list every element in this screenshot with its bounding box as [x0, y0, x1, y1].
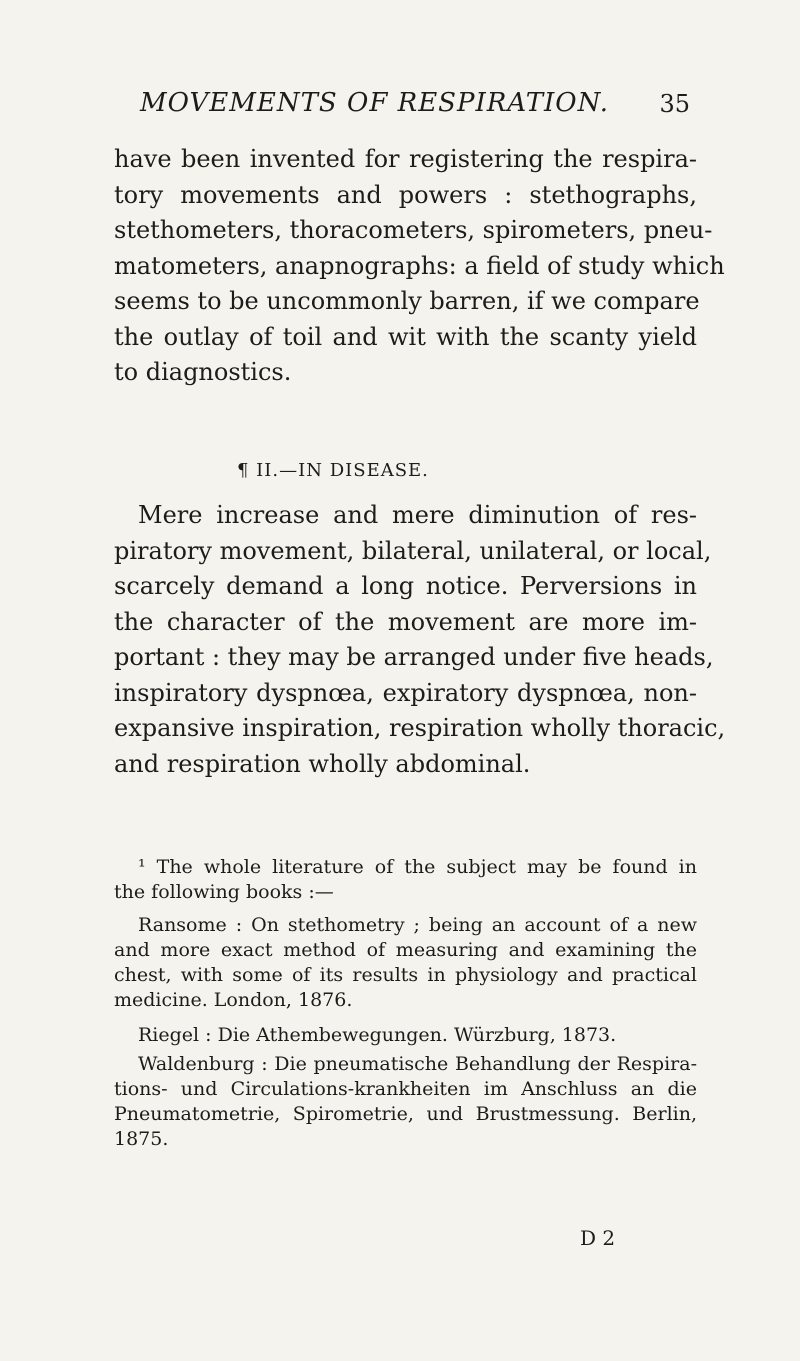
running-title: MOVEMENTS OF RESPIRATION. [140, 88, 609, 118]
footnote-line: Riegel : Die Athembewegungen. Würzburg, 1873. [138, 1024, 617, 1046]
paragraph-1 [114, 142, 725, 391]
paragraph-2 [114, 498, 726, 782]
footnote-line: ¹ The whole literature of the subject may be found in [138, 856, 697, 878]
footnote-line: Pneumatometrie, Spirometrie, und Brustmessung. Berlin, [114, 1103, 697, 1125]
text-line: matometers, anapnographs: a field of study which [114, 251, 725, 280]
footnote-line: medicine. London, 1876. [114, 989, 353, 1011]
text-line: stethometers, thoracometers, spirometers, pneu- [114, 216, 713, 244]
text-line: the character of the movement are more im- [114, 607, 697, 636]
text-line: Mere increase and mere diminution of res- [138, 501, 697, 529]
footnote-line: 1875. [114, 1128, 169, 1150]
signature-mark: D 2 [580, 1226, 616, 1250]
page-number: 35 [659, 90, 690, 118]
text-line: inspiratory dyspnœa, expiratory dyspnœa, non- [114, 678, 697, 707]
footnote-line: tions- und Circulations-krankheiten im Anschluss an die [114, 1078, 697, 1100]
text-line: to diagnostics. [114, 358, 292, 386]
text-line: expansive inspiration, respiration wholly thoracic, [114, 714, 726, 742]
footnote-riegel [114, 1023, 697, 1048]
footnote-line: chest, with some of its results in physiology and practical [114, 964, 697, 986]
footnote-line: the following books :— [114, 881, 334, 903]
footnote-line: and more exact method of measuring and examining the [114, 939, 697, 961]
text-line: and respiration wholly abdominal. [114, 749, 531, 778]
footnote-ransome [114, 913, 697, 1013]
footnote-waldenburg [114, 1052, 697, 1152]
text-line: seems to be uncommonly barren, if we compare [114, 287, 700, 315]
footnote-line: Waldenburg : Die pneumatische Behandlung der Respira- [138, 1053, 697, 1075]
text-line: portant : they may be arranged under five heads, [114, 643, 714, 671]
text-line: have been invented for registering the respira- [114, 145, 697, 173]
text-line: scarcely demand a long notice. Perversions in [114, 572, 697, 600]
text-line: piratory movement, bilateral, unilateral, or local, [114, 536, 712, 565]
text-line: the outlay of toil and wit with the scanty yield [114, 322, 697, 351]
footnote-line: Ransome : On stethometry ; being an account of a new [138, 914, 697, 936]
running-head [140, 88, 690, 128]
section-heading: ¶ II.—IN DISEASE. [237, 460, 429, 481]
footnote-intro [114, 855, 697, 905]
text-line: tory movements and powers : stethographs, [114, 180, 697, 209]
